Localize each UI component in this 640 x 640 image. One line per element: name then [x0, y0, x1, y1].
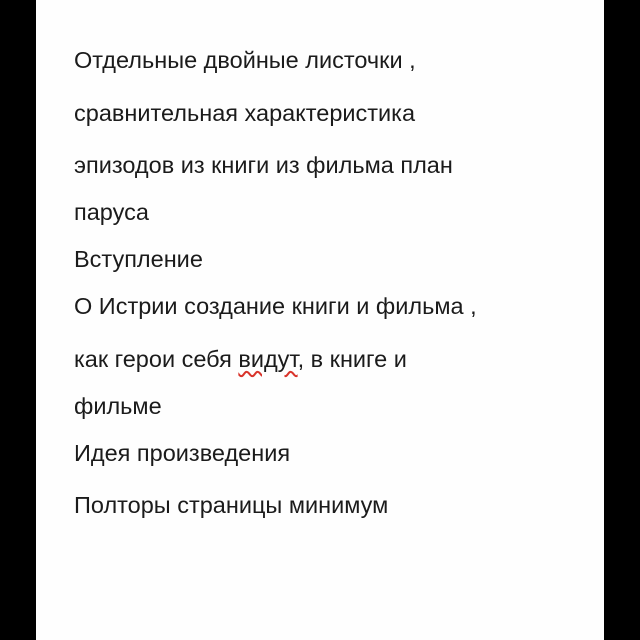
note-line: О Истрии создание книги и фильма , [74, 293, 477, 319]
misspelled-word[interactable]: видут [238, 345, 298, 372]
note-body[interactable] [74, 42, 594, 540]
note-line: паруса [74, 199, 149, 225]
note-line: Полторы страницы минимум [74, 492, 389, 518]
note-line: Отдельные двойные листочки , [74, 47, 416, 73]
note-line: сравнительная характеристика [74, 99, 416, 126]
note-line: Идея произведения [74, 439, 291, 466]
note-line: эпизодов из книги из фильма план [74, 152, 453, 178]
note-line: Вступление [74, 246, 203, 272]
note-line: как герои себя видут, в книге и [74, 345, 407, 372]
note-line: фильме [74, 392, 162, 419]
note-screen [36, 0, 604, 640]
